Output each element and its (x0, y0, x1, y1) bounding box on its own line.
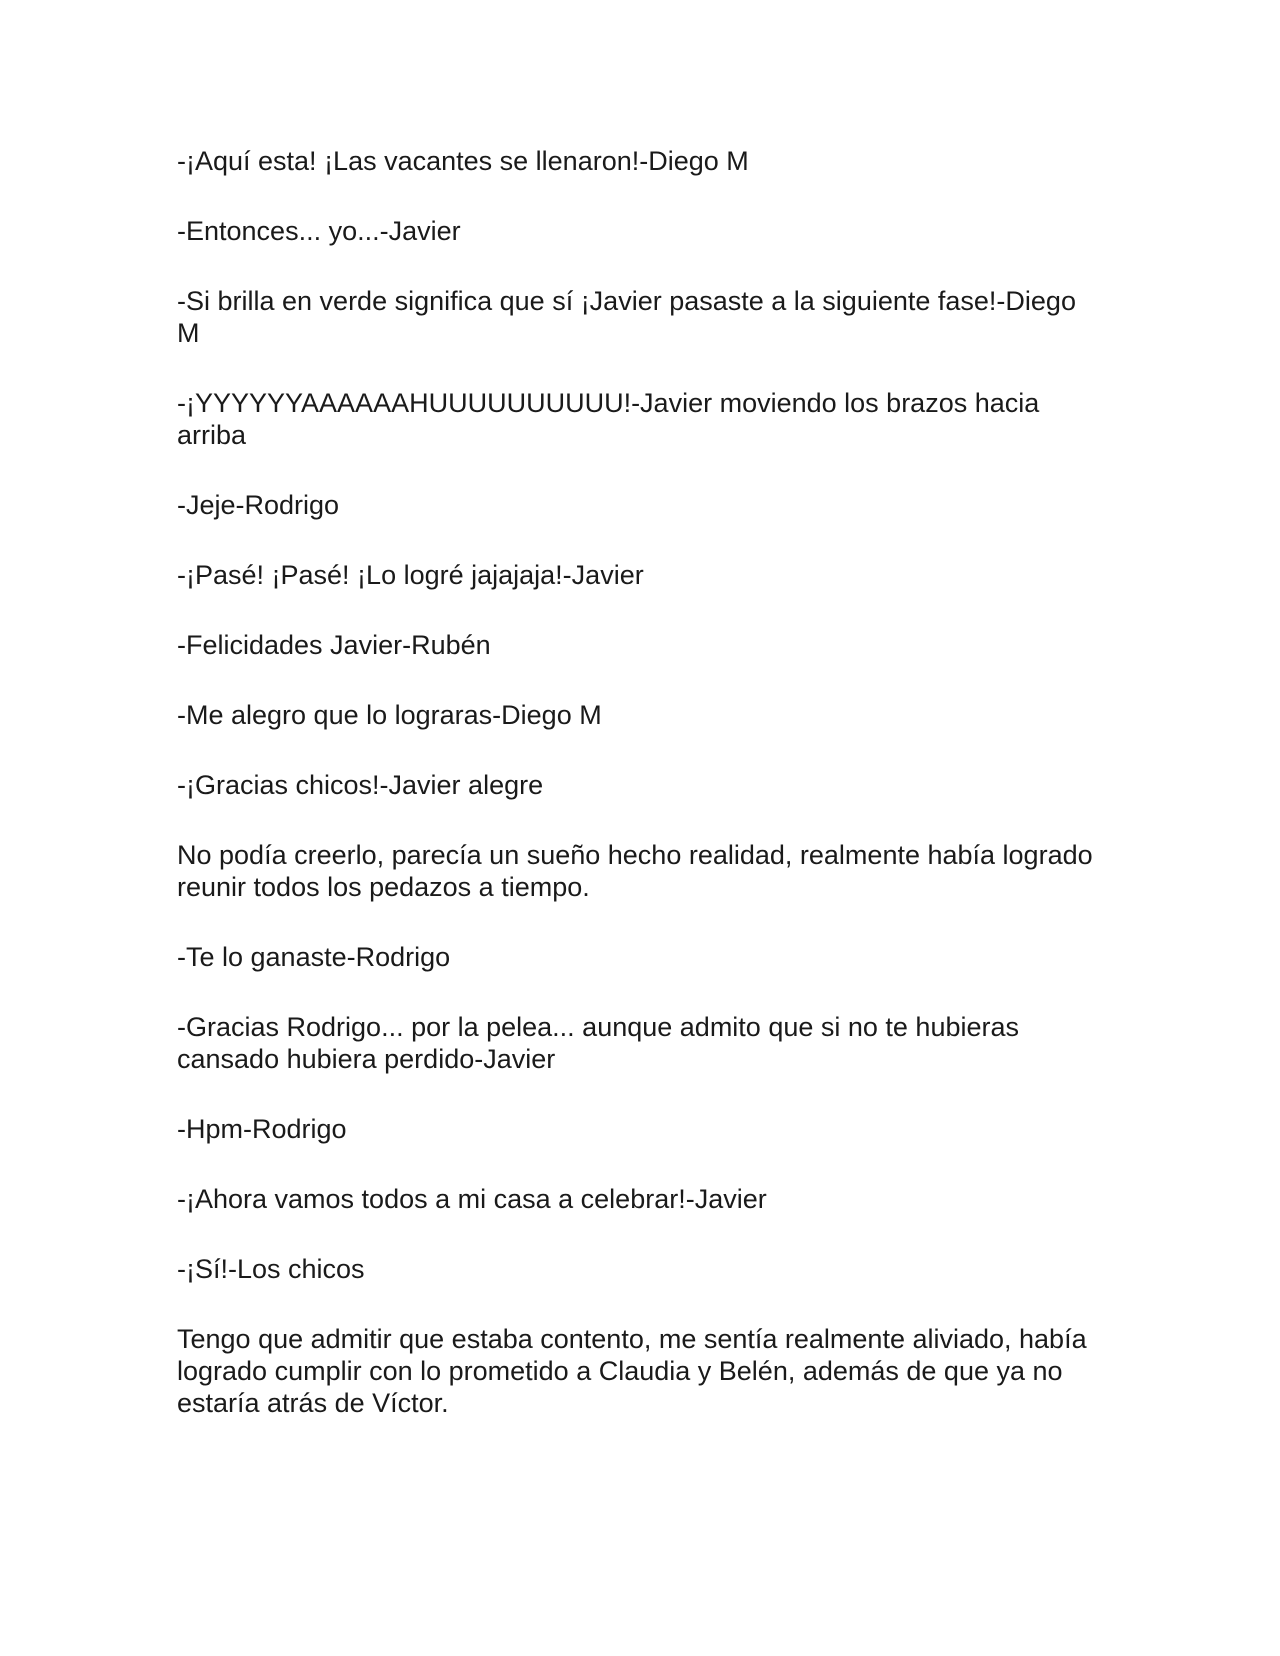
paragraph: -¡Ahora vamos todos a mi casa a celebrar!-Javier (177, 1184, 767, 1214)
paragraph: Tengo que admitir que estaba contento, me sentía realmente aliviado, había logrado cumplir con lo prometido a Claudia y Belén, además de que ya no estaría atrás de Víctor. (177, 1324, 1087, 1418)
paragraph: -Te lo ganaste-Rodrigo (177, 942, 451, 972)
paragraph: -¡Sí!-Los chicos (177, 1254, 365, 1284)
paragraph: -Si brilla en verde significa que sí ¡Javier pasaste a la siguiente fase!-Diego M (177, 286, 1076, 348)
paragraph: No podía creerlo, parecía un sueño hecho realidad, realmente había logrado reunir todos los pedazos a tiempo. (177, 840, 1093, 902)
paragraph: -Hpm-Rodrigo (177, 1114, 347, 1144)
paragraph: -Me alegro que lo lograras-Diego M (177, 700, 602, 730)
paragraph: -Entonces... yo...-Javier (177, 216, 461, 246)
paragraph: -Gracias Rodrigo... por la pelea... aunque admito que si no te hubieras cansado hubiera perdido-Javier (177, 1012, 1019, 1074)
paragraph: -Jeje-Rodrigo (177, 490, 340, 520)
paragraph: -¡YYYYYYAAAAAAHUUUUUUUUUU!-Javier moviendo los brazos hacia arriba (177, 388, 1040, 450)
paragraph: -¡Aquí esta! ¡Las vacantes se llenaron!-Diego M (177, 146, 749, 176)
paragraph: -¡Gracias chicos!-Javier alegre (177, 770, 544, 800)
document-body (177, 145, 1097, 1457)
paragraph: -Felicidades Javier-Rubén (177, 630, 491, 660)
paragraph: -¡Pasé! ¡Pasé! ¡Lo logré jajajaja!-Javier (177, 560, 644, 590)
